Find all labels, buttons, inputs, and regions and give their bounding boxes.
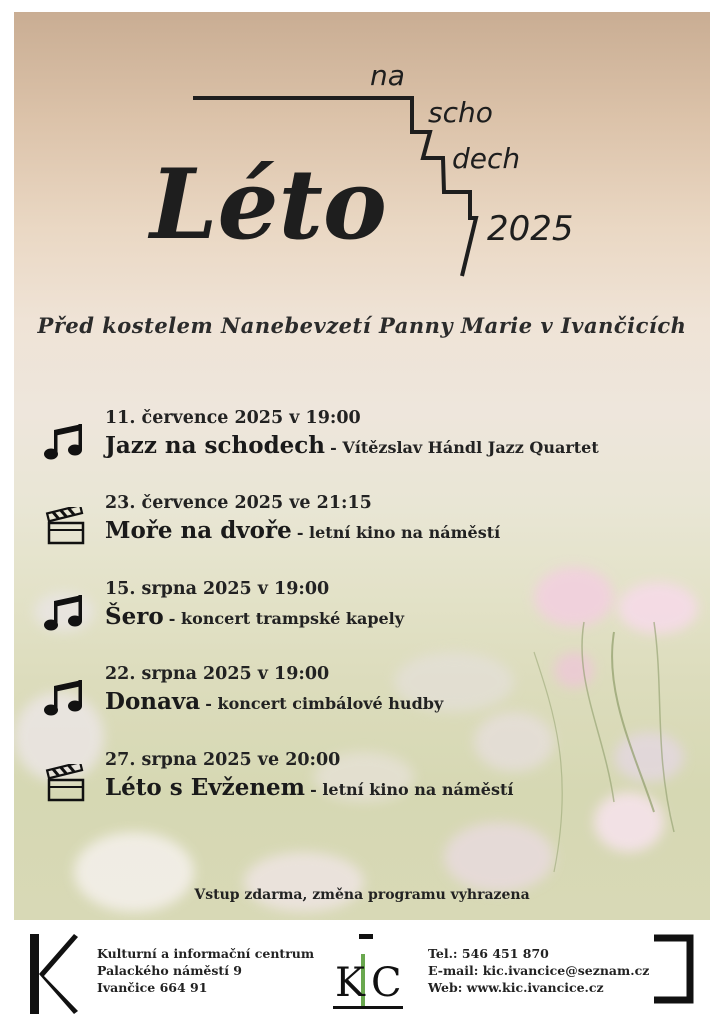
kic-logo-k: K xyxy=(335,960,365,1006)
event-item xyxy=(44,750,684,816)
k-logo xyxy=(30,934,78,1014)
kic-logo xyxy=(333,934,403,1014)
title-word-na: na xyxy=(370,59,405,92)
music-note-icon xyxy=(44,678,88,718)
event-title: Šero xyxy=(105,603,164,630)
event-date: 22. srpna 2025 v 19:00 xyxy=(105,664,330,684)
address-line: Kulturní a informační centrum xyxy=(97,946,315,961)
music-note-icon xyxy=(44,593,88,633)
title-word-scho: scho xyxy=(428,96,493,129)
event-item xyxy=(44,579,684,645)
event-item xyxy=(44,408,684,474)
event-date: 27. srpna 2025 ve 20:00 xyxy=(105,750,341,770)
event-title: Donava xyxy=(105,688,201,715)
event-subtitle: - koncert cimbálové hudby xyxy=(205,694,444,713)
event-subtitle: - koncert trampské kapely xyxy=(168,609,405,628)
contact-email[interactable]: E-mail: kic.ivancice@seznam.cz xyxy=(428,963,650,978)
bracket-decoration xyxy=(652,934,696,1004)
music-note-icon xyxy=(44,422,88,462)
title-main: Léto xyxy=(150,148,387,261)
clapperboard-icon xyxy=(44,507,88,547)
footer xyxy=(0,920,724,1024)
address-block xyxy=(97,945,314,996)
event-title: Moře na dvoře xyxy=(105,517,292,544)
event-date: 15. srpna 2025 v 19:00 xyxy=(105,579,330,599)
event-date: 23. července 2025 ve 21:15 xyxy=(105,493,372,513)
event-date: 11. července 2025 v 19:00 xyxy=(105,408,361,428)
admission-note: Vstup zdarma, změna programu vyhrazena xyxy=(194,887,530,903)
title-graphic xyxy=(0,0,724,300)
address-line: Ivančice 664 91 xyxy=(97,980,208,995)
event-subtitle: - letní kino na náměstí xyxy=(296,523,501,542)
event-item xyxy=(44,493,684,559)
address-line: Palackého náměstí 9 xyxy=(97,963,242,978)
contact-block xyxy=(428,945,649,996)
venue-subtitle: Před kostelem Nanebevzetí Panny Marie v Ivančicích xyxy=(37,313,687,338)
event-subtitle: - Vítězslav Hándl Jazz Quartet xyxy=(330,438,599,457)
clapperboard-icon xyxy=(44,764,88,804)
event-item xyxy=(44,664,684,730)
title-year: 2025 xyxy=(487,209,574,249)
contact-web[interactable]: Web: www.kic.ivancice.cz xyxy=(428,980,604,995)
event-subtitle: - letní kino na náměstí xyxy=(310,780,514,799)
kic-logo-c: C xyxy=(371,960,402,1006)
event-title: Léto s Evženem xyxy=(105,774,306,801)
title-word-dech: dech xyxy=(452,142,521,175)
contact-phone: Tel.: 546 451 870 xyxy=(428,946,549,961)
event-title: Jazz na schodech xyxy=(105,432,326,459)
